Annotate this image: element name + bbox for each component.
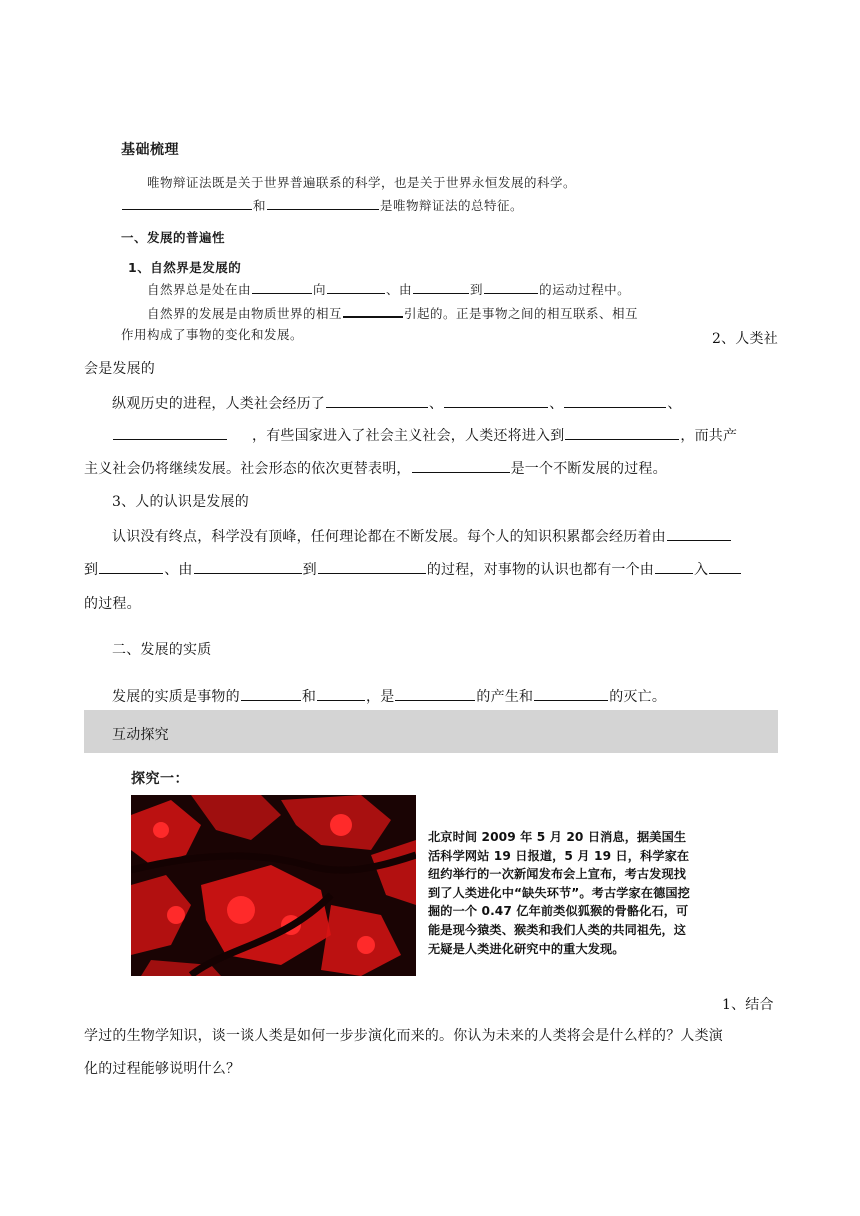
sub2-line-1: 纵观历史的进程，人类社会经历了 、 、 、 [112, 396, 682, 412]
news-text: 北京时间 2009 年 5 月 20 日消息，据美国生活科学网站 19 日报道，5 月 19 日，科学家在纽约举行的一次新闻发布会上宣布，考古发现找到了人类进化中“缺失环节”。考古学家在德国挖掘的一个 0.47 亿年前类似狐猴的骨骼化石，可能是现今猿类、猴类和我们人类的共同祖先，这无疑是人类进化研究中的重大发现。 [428, 830, 690, 956]
sub2-line-2: ，有些国家进入了社会主义社会，人类还将进入到 ，而共产 [112, 425, 737, 445]
sub3-line-2: 到 、由 到 的过程，对事物的认识也都有一个由 入 [84, 559, 742, 579]
sub2-line-3: 主义社会仍将继续发展。社会形态的依次更替表明， 是一个不断发展的过程。 [84, 461, 667, 477]
sub1-line-2: 自然界的发展是由物质世界的相互 引起的。正是事物之间的相互联系、相互 [147, 303, 638, 322]
part2-title: 二、发展的实质 [112, 642, 212, 658]
part2-line: 发展的实质是事物的 和 ，是 的产生和 的灭亡。 [112, 689, 667, 705]
sub3-title: 3、人的认识是发展的 [112, 494, 249, 510]
intro-line-2: 和 是唯物辩证法的总特征。 [121, 196, 523, 214]
question-1-a: 1、结合 [722, 997, 774, 1013]
fossil-photo [131, 795, 416, 976]
intro-line: 唯物辩证法既是关于世界普遍联系的科学，也是关于世界永恒发展的科学。 [147, 175, 577, 190]
section-heading: 基础梳理 [121, 142, 179, 158]
sub3-line-1: 认识没有终点，科学没有顶峰，任何理论都在不断发展。每个人的知识积累都会经历着由 [112, 526, 732, 546]
sub1-line-3: 作用构成了事物的变化和发展。 [121, 327, 304, 342]
explore-title: 探究一： [131, 771, 189, 787]
interactive-band [84, 710, 778, 753]
sub3-line-3: 的过程。 [84, 596, 141, 612]
sub2-title-a: 2、人类社 [712, 331, 778, 347]
sub2-title-b: 会是发展的 [84, 361, 155, 377]
sub1-title: 1、自然界是发展的 [128, 260, 242, 275]
part1-title: 一、发展的普遍性 [121, 230, 226, 245]
band-title: 互动探究 [112, 727, 169, 743]
sub1-line-1: 自然界总是处在由 向 、由 到 的运动过程中。 [147, 282, 631, 297]
question-1-b: 学过的生物学知识，谈一谈人类是如何一步步演化而来的。你认为未来的人类将会是什么样的？人类演 [84, 1028, 723, 1044]
question-1-c: 化的过程能够说明什么？ [84, 1061, 241, 1077]
